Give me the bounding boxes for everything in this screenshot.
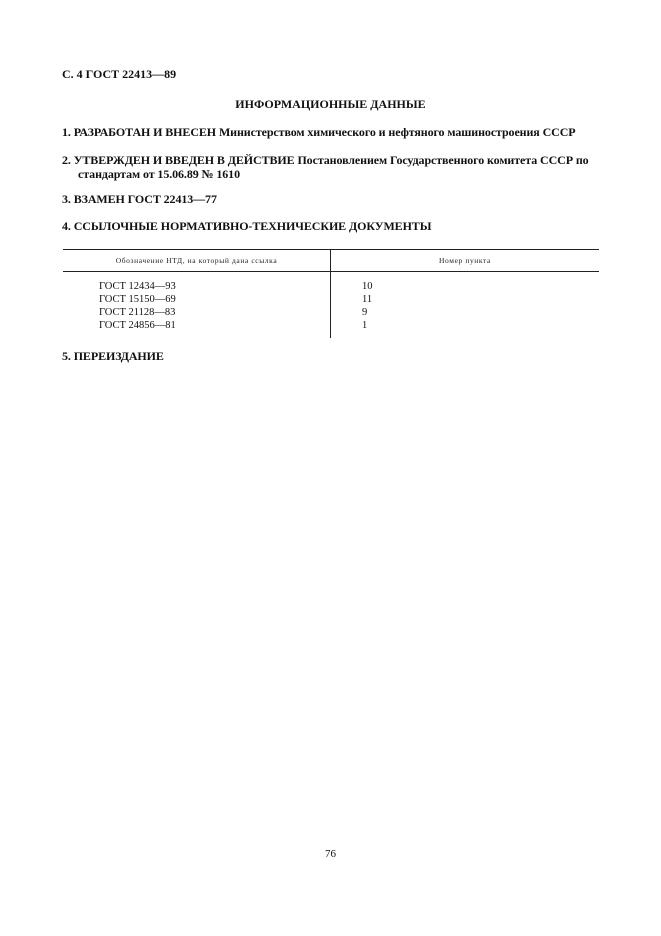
table-cell-designation: ГОСТ 15150—69 xyxy=(99,294,176,305)
table-cell-clause: 10 xyxy=(362,281,373,292)
table-header-designation: Обозначение НТД, на который дана ссылка xyxy=(115,256,278,265)
table-cell-designation: ГОСТ 21128—83 xyxy=(99,307,176,318)
table-top-rule xyxy=(63,249,599,250)
item-4: 4. ССЫЛОЧНЫЕ НОРМАТИВНО-ТЕХНИЧЕСКИЕ ДОКУМЕНТЫ xyxy=(62,219,432,233)
page-number: 76 xyxy=(325,848,336,860)
table-cell-designation: ГОСТ 12434—93 xyxy=(99,281,176,292)
item-1 xyxy=(62,125,576,140)
table-header-clause: Номер пункта xyxy=(439,256,491,265)
table-cell-clause: 1 xyxy=(362,320,368,331)
item-5: 5. ПЕРЕИЗДАНИЕ xyxy=(62,349,164,363)
section-title: ИНФОРМАЦИОННЫЕ ДАННЫЕ xyxy=(235,97,426,111)
item-2-text: Постановлением Государственного комитета СССР по xyxy=(297,153,589,167)
item-3: 3. ВЗАМЕН ГОСТ 22413—77 xyxy=(62,192,217,206)
table-cell-designation: ГОСТ 24856—81 xyxy=(99,320,176,331)
item-1-text: Министерством химического и нефтяного машиностроения СССР xyxy=(218,125,576,139)
table-cell-clause: 9 xyxy=(362,307,368,318)
table-cell-clause: 11 xyxy=(362,294,373,305)
item-2-label: 2. УТВЕРЖДЕН И ВВЕДЕН В ДЕЙСТВИЕ xyxy=(62,153,295,167)
table-header-rule xyxy=(63,271,599,272)
item-2-continuation: стандартам от 15.06.89 № 1610 xyxy=(78,167,240,181)
running-header: С. 4 ГОСТ 22413—89 xyxy=(62,67,177,81)
item-1-label: 1. РАЗРАБОТАН И ВНЕСЕН xyxy=(62,125,217,139)
item-2 xyxy=(62,153,589,168)
